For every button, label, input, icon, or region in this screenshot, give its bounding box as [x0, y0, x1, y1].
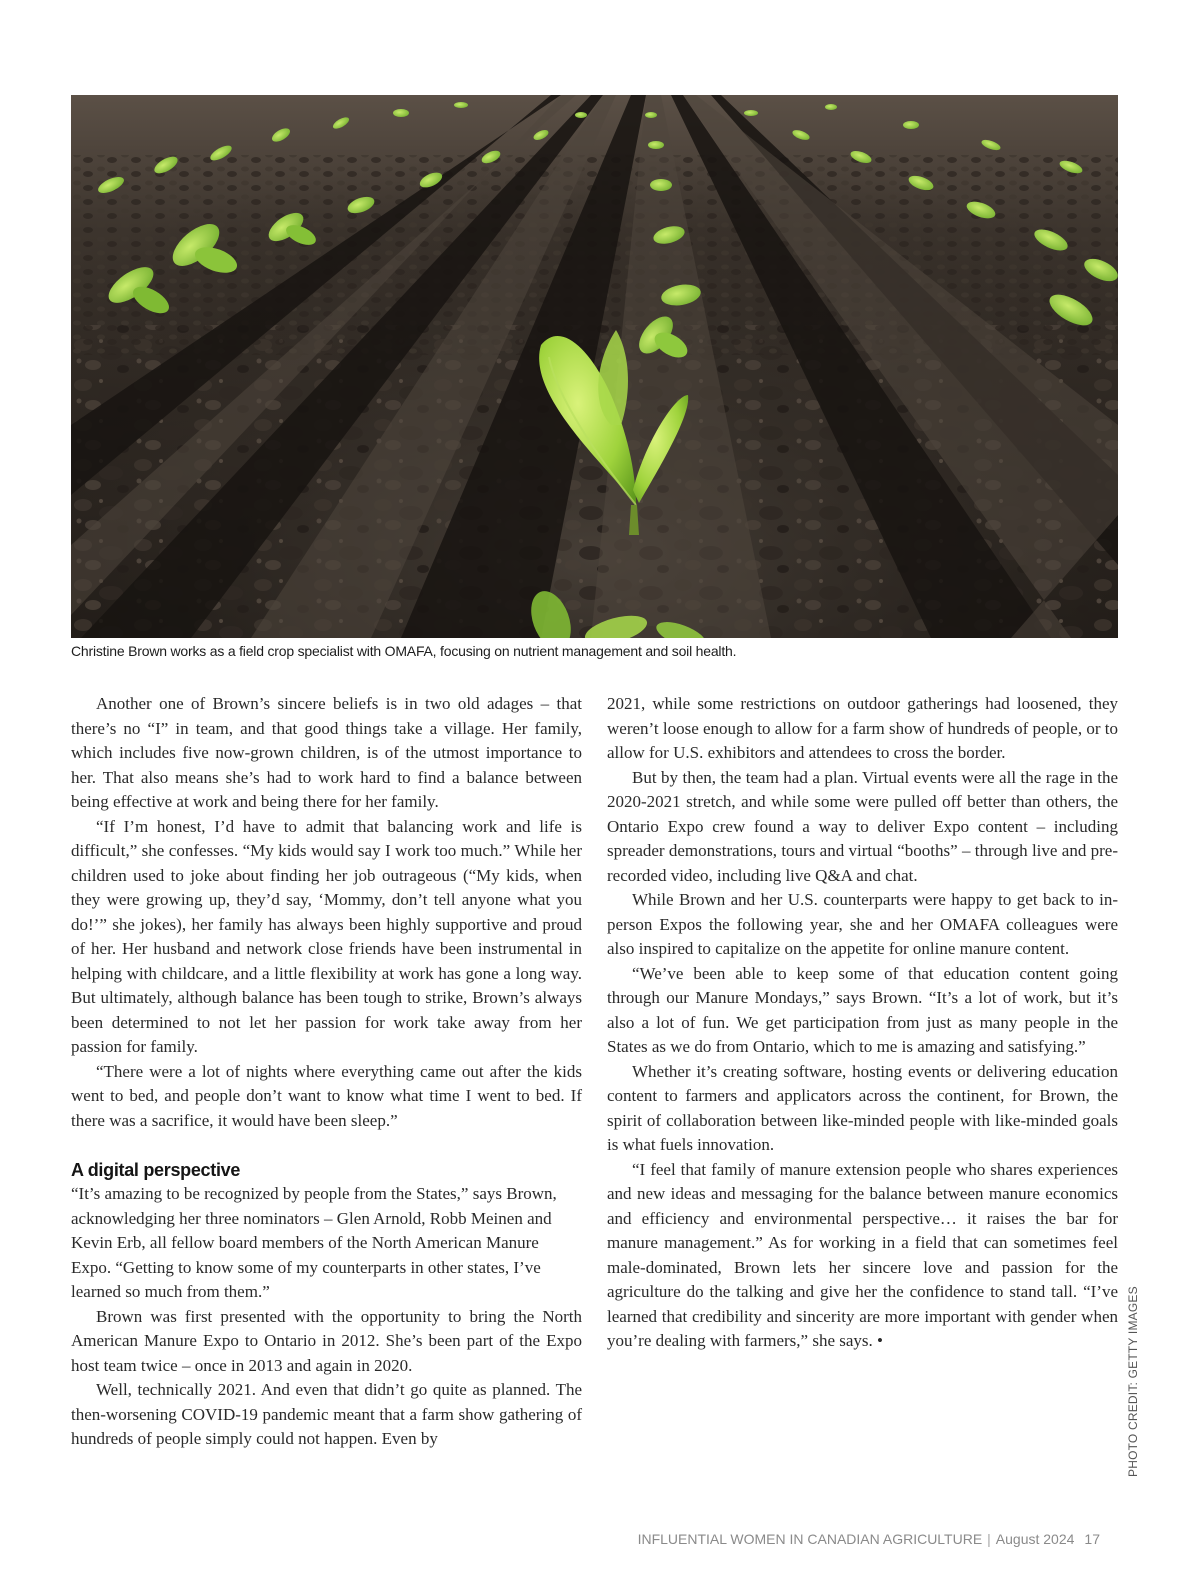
publication-title: INFLUENTIAL WOMEN IN CANADIAN AGRICULTURE: [637, 1531, 983, 1547]
page-footer: [638, 1531, 1100, 1547]
photo-credit: PHOTO CREDIT: GETTY IMAGES: [1126, 1286, 1140, 1477]
paragraph: 2021, while some restrictions on outdoor gatherings had loosened, they weren’t loose enough to allow for a farm show of hundreds of people, or to allow for U.S. exhibitors and attendees to cross the border.: [607, 694, 1118, 762]
paragraph: “I feel that family of manure extension people who shares experiences and new ideas and messaging for the balance between manure economics and efficiency and environmental perspective… it raises the bar for manure management.” As for working in a field that can sometimes feel male-dominated, Brown lets her sincere love and passion for the agriculture do the talking and give her the confidence to stand tall. “I’ve learned that credibility and sincerity are more important with gender when you’re dealing with farmers,” she says. •: [607, 1159, 1118, 1350]
paragraph: While Brown and her U.S. counterparts were happy to get back to in-person Expos the following year, she and her OMAFA colleagues were also inspired to capitalize on the appetite for online manure content.: [607, 890, 1118, 958]
paragraph: Brown was first presented with the opportunity to bring the North American Manure Expo to Ontario in 2012. She’s been part of the Expo host team twice – once in 2013 and again in 2020.: [71, 1306, 582, 1375]
section-subhead: A digital perspective: [71, 1160, 241, 1180]
photo-caption: Christine Brown works as a field crop specialist with OMAFA, focusing on nutrient management and soil health.: [71, 643, 737, 659]
paragraph: “It’s amazing to be recognized by people from the States,” says Brown, acknowledging her three nominators – Glen Arnold, Robb Meinen and Kevin Erb, all fellow board members of the North American Manure Expo. “Getting to know some of my counterparts in other states, I’ve learned so much from them.”: [71, 1184, 557, 1301]
paragraph: But by then, the team had a plan. Virtual events were all the rage in the 2020-2021 stretch, and while some were pulled off better than others, the Ontario Expo crew found a way to deliver Expo content – including spreader demonstrations, tours and virtual “booths” – through live and pre-recorded video, including live Q&A and chat.: [607, 767, 1118, 885]
issue-date: August 2024: [995, 1531, 1075, 1547]
paragraph: “We’ve been able to keep some of that education content going through our Manure Mondays,” says Brown. “It’s a lot of work, but it’s also a lot of fun. We get participation from just as many people in the States as we do from Ontario, which to me is amazing and satisfying.”: [607, 963, 1118, 1056]
article-column-left: [71, 692, 582, 1452]
page-number: 17: [1084, 1531, 1100, 1547]
paragraph: Whether it’s creating software, hosting events or delivering education content to farmers and applicators across the continent, for Brown, the spirit of collaboration between like-minded people with like-minded goals is what fuels innovation.: [607, 1061, 1118, 1154]
paragraph: Another one of Brown’s sincere beliefs is in two old adages – that there’s no “I” in team, and that good things take a village. Her family, which includes five now-grown children, is of the utmost importance to her. That also means she’s had to work hard to find a balance between being effective at work and being there for her family.: [71, 694, 582, 811]
article-column-right: [607, 692, 1118, 1354]
paragraph: Well, technically 2021. And even that didn’t go quite as planned. The then-worsening COVID-19 pandemic meant that a farm show gathering of hundreds of people simply could not happen. Even by: [71, 1380, 582, 1448]
footer-separator: |: [987, 1531, 991, 1547]
paragraph: “If I’m honest, I’d have to admit that balancing work and life is difficult,” she confesses. “My kids would say I work too much.” While her children used to joke about finding her job outrageous (“My kids, when they were growing up, they’d say, ‘Mommy, don’t tell anyone what you do!’” she jokes), her family has always been highly supportive and proud of her. Her husband and network close friends have been instrumental in helping with childcare, and a little flexibility at work has gone a long way. But ultimately, although balance has been tough to strike, Brown’s always been determined to not let her passion for work take away from her passion for family.: [71, 816, 582, 1056]
seedling-field-photo: [71, 95, 1118, 638]
paragraph: “There were a lot of nights where everything came out after the kids went to bed, and people don’t want to know what time I went to bed. If there was a sacrifice, it would have been sleep.”: [71, 1061, 582, 1130]
